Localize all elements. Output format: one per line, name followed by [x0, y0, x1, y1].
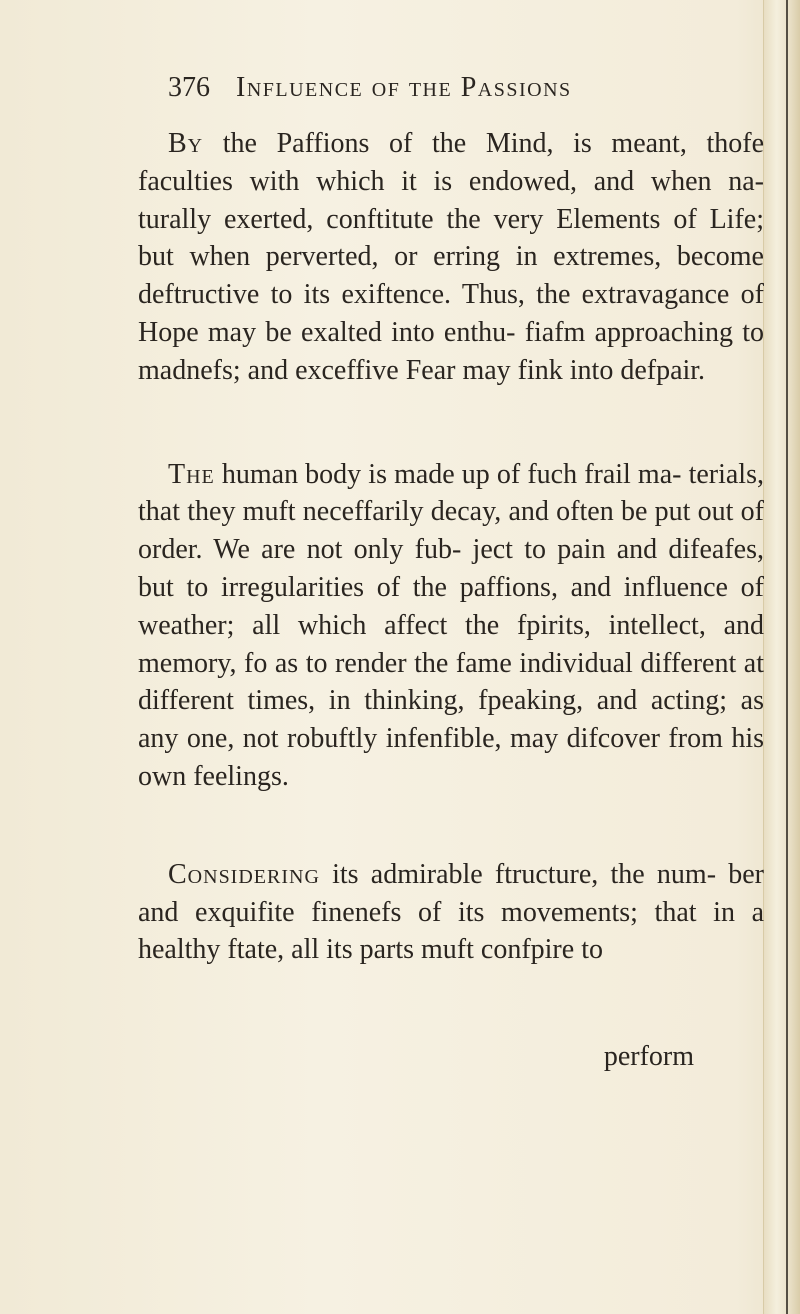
page-header — [168, 72, 572, 112]
paragraph-passions — [138, 125, 764, 390]
catchword: perform — [603, 1041, 694, 1072]
paragraph-lead: Considering — [168, 858, 320, 890]
paragraph-lead: The — [168, 458, 215, 490]
paragraph-lead: By — [168, 128, 204, 159]
paragraph-human-body — [138, 456, 764, 796]
paragraph-text: its admirable ftructure, the num- ber and exquifite finenefs of its movements; that in a healthy ftate, all its parts muft confpire to — [138, 858, 764, 966]
paragraph-text: the Paffions of the Mind, is meant, thofe faculties with which it is endowed, and when na- turally exerted, conftitute the very Elements of Life; but when perverted, or erring in extremes, become deftructive to its exiftence. Thus, the extravagance of Hope may be exalted into enthu- fiafm approaching to madnefs; and exceffive Fear may fink into defpair. — [138, 128, 764, 386]
gutter-line — [786, 0, 788, 1314]
body-text — [138, 120, 764, 969]
page-number: 376 — [168, 72, 210, 103]
paragraph-text: human body is made up of fuch frail ma- terials, that they muft neceffarily decay, and often be put out of order. We are not only fub- ject to pain and difeafes, but to irregularities of the paffions, and influence of weather; all which affect the fpirits, intellect, and memory, fo as to render the fame individual different at different times, in thinking, fpeaking, and acting; as any one, not robuftly infenfible, may difcover from his own feelings. — [138, 458, 764, 792]
paragraph-structure — [138, 856, 764, 969]
page-edge — [763, 0, 800, 1314]
running-head: Influence of the Passions — [236, 72, 572, 103]
